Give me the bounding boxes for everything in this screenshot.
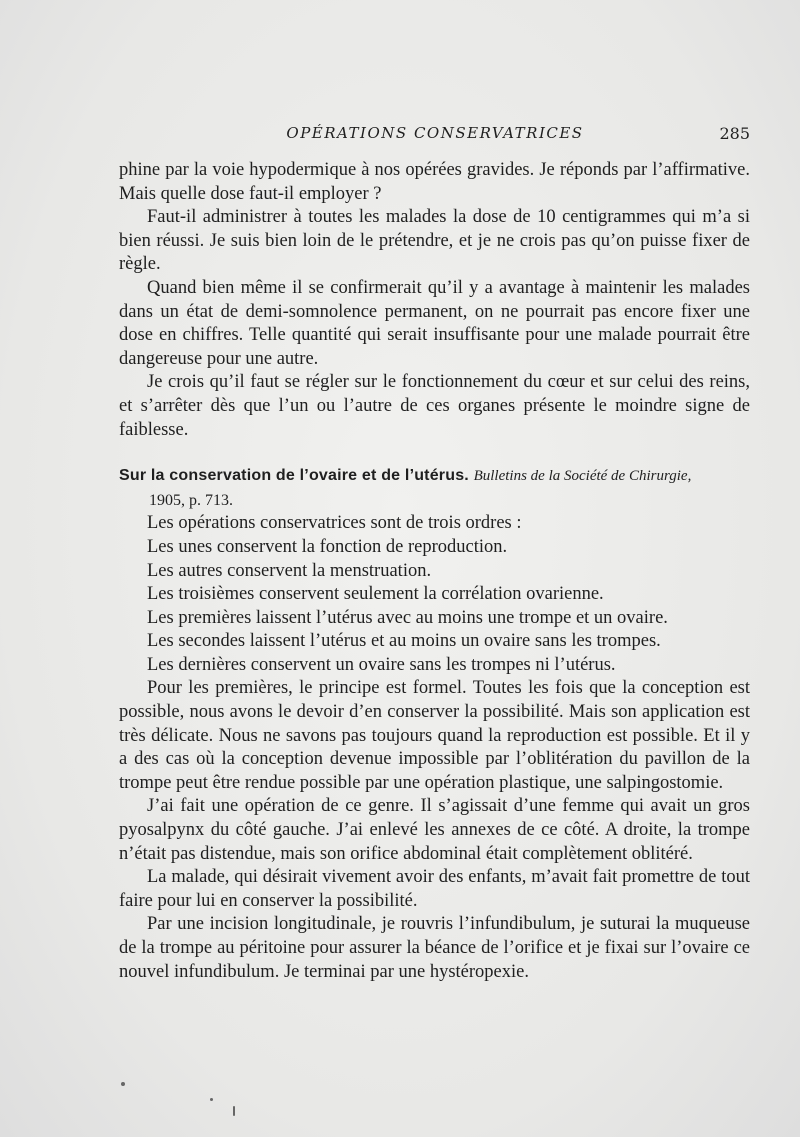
paragraph: Par une incision longitudinale, je rouvris l’infundibulum, je suturai la muqueuse de la trompe au péritoine pour assurer la béance de l’orifice et je fixai sur l’ovaire ce nouvel infundibulum. Je terminai par une hystéropexie. bbox=[119, 914, 750, 982]
paragraph: phine par la voie hypodermique à nos opérées gravides. Je réponds par l’affirmative. Mais quelle dose faut-il employer ? bbox=[119, 160, 750, 204]
reference-citation: 1905, p. 713. bbox=[149, 491, 233, 509]
page-number: 285 bbox=[719, 124, 750, 143]
body-text bbox=[119, 159, 750, 984]
paragraph: Je crois qu’il faut se régler sur le fonctionnement du cœur et sur celui des reins, et s’arrêter dès que l’un ou l’autre de ces organes présente le moindre signe de faiblesse. bbox=[119, 372, 750, 440]
list-item: Les opérations conservatrices sont de trois ordres : bbox=[147, 513, 522, 534]
paragraph: J’ai fait une opération de ce genre. Il s’agissait d’une femme qui avait un gros pyosalpynx du côté gauche. J’ai enlevé les annexes de ce côté. A droite, la trompe n’était pas distendue, mais son orifice abdominal était complètement oblitéré. bbox=[119, 796, 750, 864]
reference-journal: Bulletins de la Société de Chirurgie, bbox=[473, 468, 692, 485]
paper-speck bbox=[233, 1106, 235, 1116]
paragraph: La malade, qui désirait vivement avoir des enfants, m’avait fait promettre de tout faire pour lui en conserver la possibilité. bbox=[119, 867, 750, 911]
reference-heading bbox=[119, 464, 750, 489]
list-item: Les premières laissent l’utérus avec au moins une trompe et un ovaire. bbox=[147, 607, 668, 628]
paper-speck bbox=[121, 1082, 125, 1086]
section-gap bbox=[119, 442, 750, 464]
list-item: Les dernières conservent un ovaire sans les trompes ni l’utérus. bbox=[147, 654, 616, 675]
paragraph: Quand bien même il se confirmerait qu’il y a avantage à maintenir les malades dans un état de demi-somnolence permanent, on ne pourrait pas encore fixer une dose en chiffres. Telle quantité qui serait insuffisante pour une malade pourrait être dangereuse pour une autre. bbox=[119, 277, 750, 369]
paper-speck bbox=[210, 1098, 213, 1101]
running-head bbox=[120, 122, 750, 146]
list-item: Les autres conservent la menstruation. bbox=[147, 560, 432, 581]
paragraph: Faut-il administrer à toutes les malades la dose de 10 centigrammes qui m’a si bien réussi. Je suis bien loin de le prétendre, et je ne crois pas qu’on puisse fixer de règle. bbox=[119, 207, 750, 275]
list-item: Les secondes laissent l’utérus et au moins un ovaire sans les trompes. bbox=[147, 631, 661, 652]
reference-title: Sur la conservation de l’ovaire et de l’utérus. bbox=[119, 467, 469, 485]
running-title: OPÉRATIONS CONSERVATRICES bbox=[286, 124, 584, 142]
list-item: Les unes conservent la fonction de reproduction. bbox=[147, 536, 508, 557]
paragraph: Pour les premières, le principe est formel. Toutes les fois que la conception est possible, nous avons le devoir d’en conserver la possibilité. Mais son application est très délicate. Nous ne savons pas toujours quand la reproduction est possible. Et il y a des cas où la conception devenue impossible par l’oblitération du pavillon de la trompe peut être rendue possible par une opération plastique, une salpingostomie. bbox=[119, 678, 750, 793]
list-item: Les troisièmes conservent seulement la corrélation ovarienne. bbox=[147, 584, 604, 605]
